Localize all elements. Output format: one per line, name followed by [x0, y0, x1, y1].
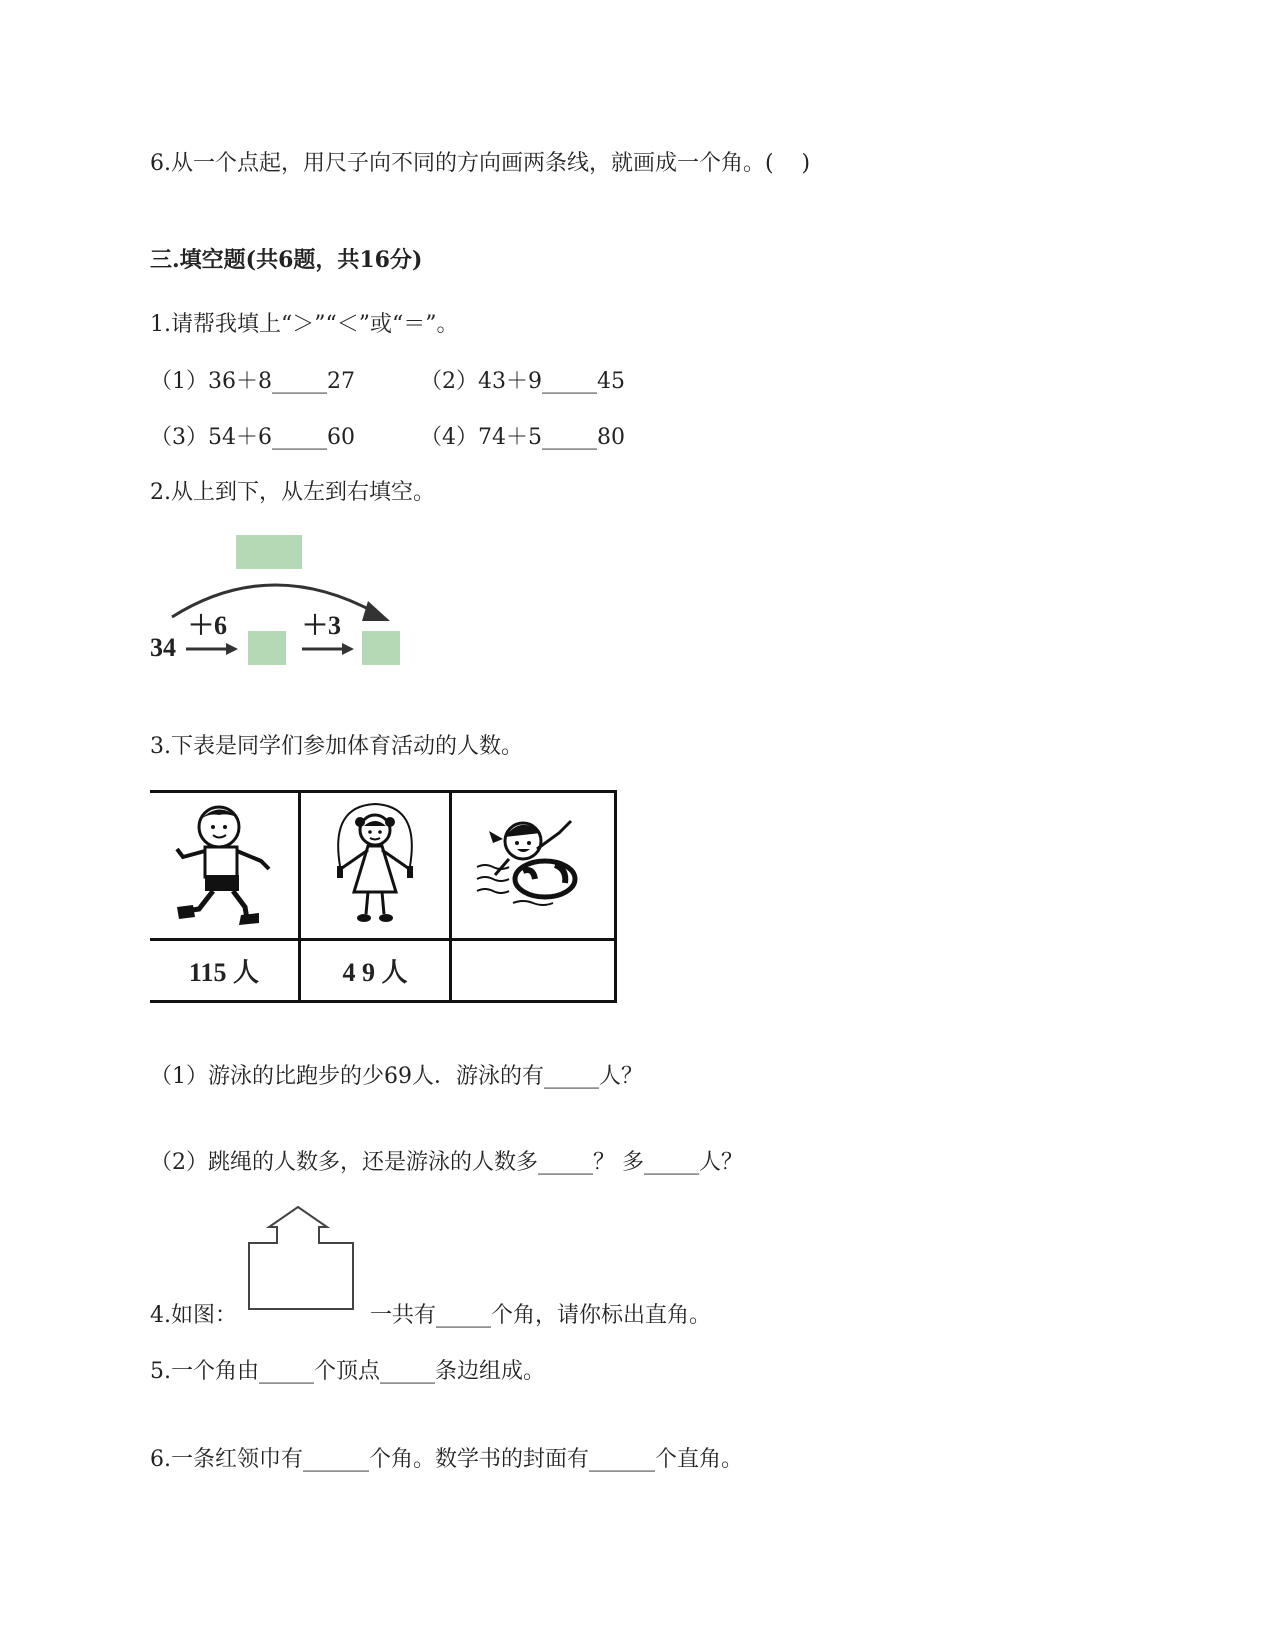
question-5-text: 5.一个角由_____个顶点_____条边组成。 — [150, 1359, 545, 1384]
answer-box-right[interactable] — [362, 631, 400, 665]
swimming-count[interactable] — [451, 940, 616, 1002]
angle-figure — [245, 1205, 365, 1315]
question-3-part-1: （1）游泳的比跑步的少69人．游泳的有_____人？ — [150, 1064, 643, 1089]
question-3-text: 3.下表是同学们参加体育活动的人数。 — [150, 734, 523, 759]
running-boy-icon — [169, 799, 279, 929]
chain-operation-1: ＋6 — [188, 611, 228, 640]
question-1-text: 1.请帮我填上“＞”“＜”或“＝”。 — [150, 312, 459, 337]
chain-start-number: 34 — [150, 633, 176, 662]
swimming-girl-icon — [473, 809, 593, 919]
question-1-part-2: （2）43＋9_____45 — [420, 369, 625, 394]
activity-cell-swimming — [451, 792, 616, 940]
question-1-part-1: （1）36＋8_____27 — [150, 369, 355, 394]
activity-cell-running — [150, 792, 299, 940]
answer-box-middle[interactable] — [248, 631, 286, 665]
number-chain-diagram — [150, 535, 410, 665]
running-count: 115 人 — [150, 940, 299, 1002]
jump-rope-girl-icon — [320, 796, 430, 931]
question-1-part-3: （3）54＋6_____60 — [150, 425, 355, 450]
question-4-prefix: 4.如图： — [150, 1303, 237, 1328]
question-3-part-2: （2）跳绳的人数多，还是游泳的人数多_____？ 多_____人？ — [150, 1150, 743, 1175]
previous-question-6: 6.从一个点起，用尺子向不同的方向画两条线，就画成一个角。( ) — [150, 151, 811, 176]
activity-table — [150, 790, 617, 1003]
question-4-suffix: 一共有_____个角，请你标出直角。 — [370, 1303, 712, 1328]
section-title: 三.填空题(共6题，共16分) — [150, 247, 423, 273]
activity-cell-jump-rope — [299, 792, 450, 940]
question-1-part-4: （4）74＋5_____80 — [420, 425, 625, 450]
question-2-text: 2.从上到下，从左到右填空。 — [150, 480, 435, 505]
chain-operation-2: ＋3 — [302, 611, 342, 640]
jump-rope-count: 4 9 人 — [299, 940, 450, 1002]
question-6-text: 6.一条红领巾有______个角。数学书的封面有______个直角。 — [150, 1447, 743, 1472]
